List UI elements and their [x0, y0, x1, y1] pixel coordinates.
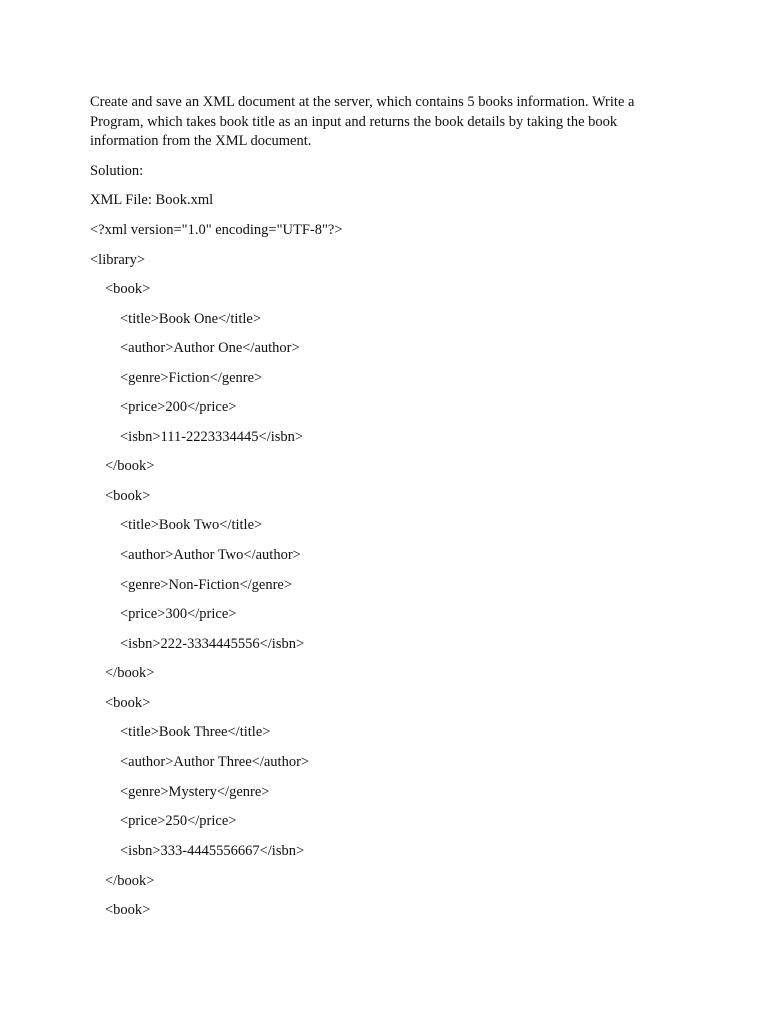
code-line-price: <price>250</price>	[120, 813, 237, 829]
file-label: XML File: Book.xml	[90, 192, 214, 208]
solution-label: Solution:	[90, 163, 144, 179]
code-line-price: <price>300</price>	[120, 606, 237, 622]
code-line-isbn: <isbn>333-4445556667</isbn>	[120, 843, 305, 859]
code-line-book-open: <book>	[105, 488, 151, 504]
problem-statement: Create and save an XML document at the server, which contains 5 books information. Write a Program, which takes book title as an input and returns the book details by taking the book information from the XML document.	[90, 94, 635, 149]
code-line-book-open: <book>	[105, 695, 151, 711]
code-line-title: <title>Book Three</title>	[120, 724, 271, 740]
code-line-author: <author>Author Two</author>	[120, 547, 301, 563]
code-line-isbn: <isbn>111-2223334445</isbn>	[120, 429, 304, 445]
code-line-title: <title>Book Two</title>	[120, 517, 263, 533]
code-line-book-close: </book>	[105, 873, 155, 889]
xml-declaration: <?xml version="1.0" encoding="UTF-8"?>	[90, 222, 343, 238]
code-line-book-open: <book>	[105, 902, 151, 918]
code-line-book-open: <book>	[105, 281, 151, 297]
code-line-author: <author>Author Three</author>	[120, 754, 310, 770]
code-line-isbn: <isbn>222-3334445556</isbn>	[120, 636, 305, 652]
code-line-library-open: <library>	[90, 252, 146, 268]
code-line-author: <author>Author One</author>	[120, 340, 300, 356]
code-line-title: <title>Book One</title>	[120, 311, 262, 327]
code-line-genre: <genre>Fiction</genre>	[120, 370, 263, 386]
code-line-book-close: </book>	[105, 458, 155, 474]
code-line-book-close: </book>	[105, 665, 155, 681]
code-line-price: <price>200</price>	[120, 399, 237, 415]
code-line-genre: <genre>Mystery</genre>	[120, 784, 270, 800]
code-line-genre: <genre>Non-Fiction</genre>	[120, 577, 293, 593]
